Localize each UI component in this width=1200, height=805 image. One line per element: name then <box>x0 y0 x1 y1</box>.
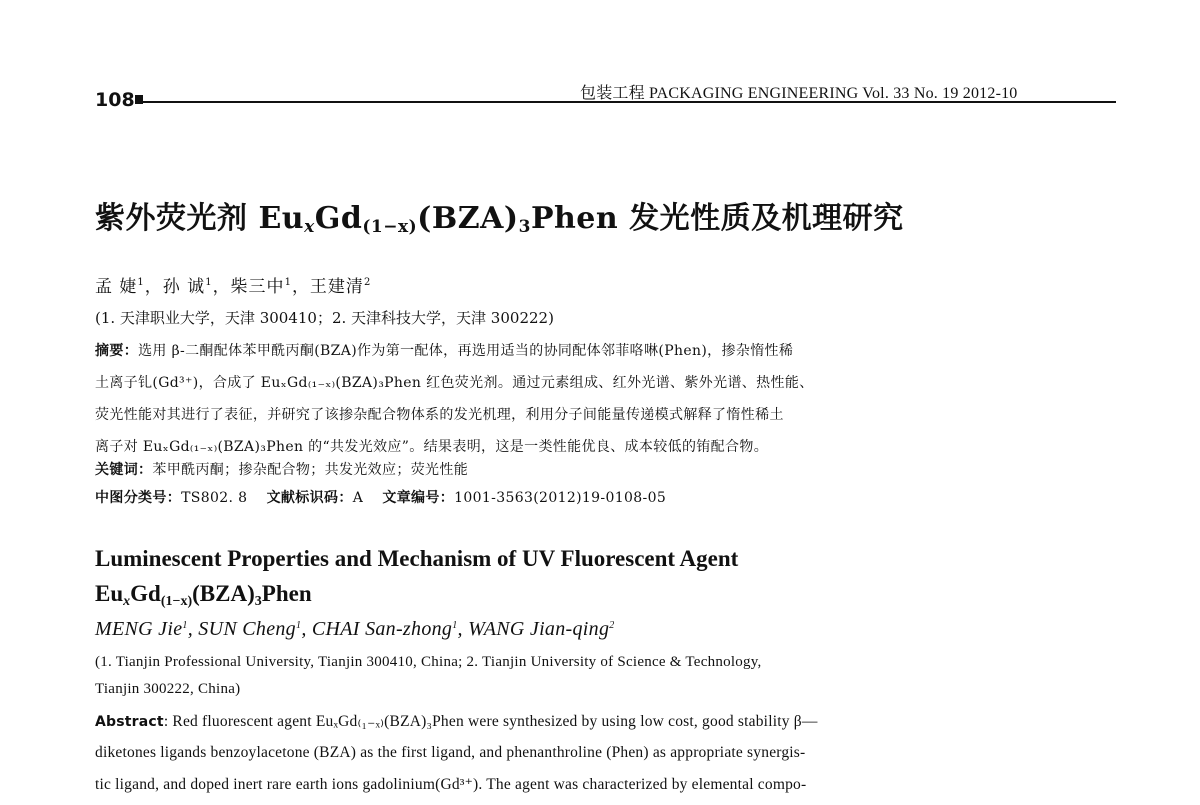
english-abstract-line: Abstract: Red fluorescent agent EuₓGd₍₁₋ₓ₎(BZA)₃Phen were synthesized by using low cost, good stability β— <box>95 713 818 730</box>
page-marker <box>135 95 143 104</box>
english-affiliation-line: (1. Tianjin Professional University, Tianjin 300410, China; 2. Tianjin University of Science & Technology, <box>95 654 762 670</box>
chinese-abstract-line: 土离子钆(Gd³⁺)，合成了 EuₓGd₍₁₋ₓ₎(BZA)₃Phen 红色荧光剂。通过元素组成、红外光谱、紫外光谱、热性能、 <box>95 375 814 391</box>
english-authors: MENG Jie$^1$, SUN Cheng$^1$, CHAI San-zhong$^1$, WANG Jian-qing$^2$ <box>95 618 615 640</box>
journal-header: 包装工程 PACKAGING ENGINEERING Vol. 33 No. 19 2012-10 <box>580 85 1018 102</box>
chinese-keywords: 关键词：苯甲酰丙酮；掺杂配合物；共发光效应；荧光性能 <box>95 462 469 478</box>
chinese-authors: 孟 婕$^1$，孙 诚$^1$，柴三中$^1$，王建清$^2$ <box>95 277 372 297</box>
english-title-line-2: $EuxGd_{(1-x)}(BZA)_3Phen$ <box>95 581 312 609</box>
english-abstract-line: diketones ligands benzoylacetone (BZA) as the first ligand, and phenanthroline (Phen) as appropriate synergis- <box>95 744 806 761</box>
chinese-affiliation: (1. 天津职业大学，天津 300410；2. 天津科技大学，天津 300222) <box>95 309 554 327</box>
chinese-abstract-line: 离子对 EuₓGd₍₁₋ₓ₎(BZA)₃Phen 的“共发光效应”。结果表明，这是一类性能优良、成本较低的铕配合物。 <box>95 439 769 455</box>
abstract-label: 摘要： <box>95 343 139 359</box>
chinese-title: 紫外荧光剂 $EuxGd_{(1-x)}(BZA)_3Phen$ 发光性质及机理研究 <box>95 201 904 237</box>
chinese-abstract-line: 摘要：选用 β-二酮配体苯甲酰丙酮(BZA)作为第一配体，再选用适当的协同配体邻菲咯啉(Phen)，掺杂惰性稀 <box>95 343 794 359</box>
keywords-label: 关键词： <box>95 462 153 478</box>
classification-line: 中图分类号：TS802. 8 文献标识码：A 文章编号：1001-3563(2012)19-0108-05 <box>95 490 667 506</box>
abstract-label: Abstract <box>95 714 164 730</box>
english-affiliation-line: Tianjin 300222, China) <box>95 681 241 697</box>
english-title-line-1: Luminescent Properties and Mechanism of UV Fluorescent Agent <box>95 546 739 571</box>
page-number: 108 <box>95 89 135 111</box>
chinese-abstract-line: 荧光性能对其进行了表征，并研究了该掺杂配合物体系的发光机理，利用分子间能量传递模式解释了惰性稀土 <box>95 407 784 423</box>
english-abstract-line: tic ligand, and doped inert rare earth ions gadolinium(Gd³⁺). The agent was characterized by elemental compo- <box>95 776 807 793</box>
